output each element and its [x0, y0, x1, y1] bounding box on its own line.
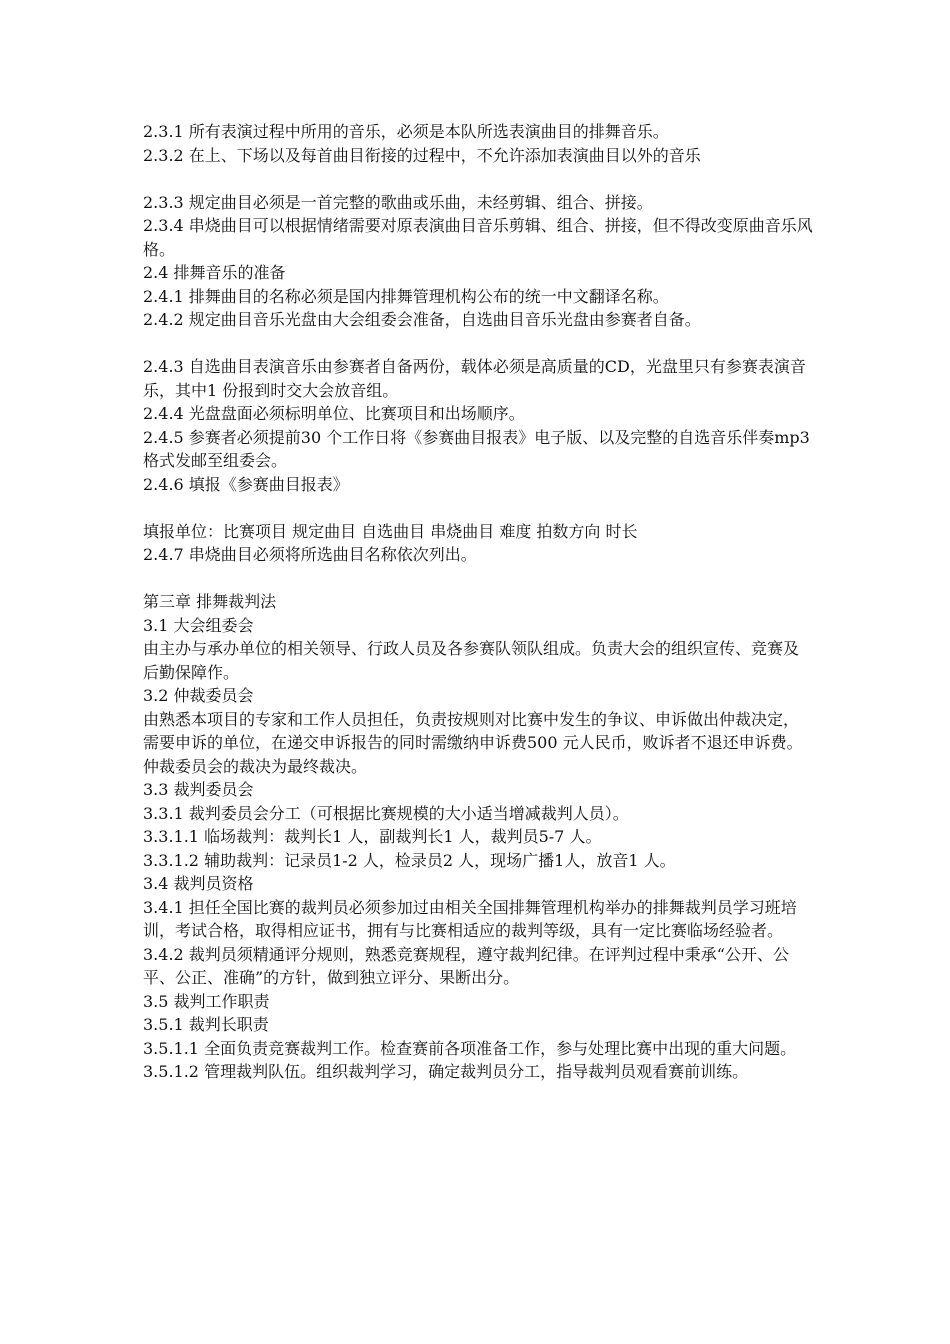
paragraph-3-5-1-1: 3.5.1.1 全面负责竞赛裁判工作。检查赛前各项准备工作，参与处理比赛中出现的重大问题。	[143, 1038, 797, 1058]
paragraph-2-4-2: 2.4.2 规定曲目音乐光盘由大会组委会准备，自选曲目音乐光盘由参赛者自备。	[143, 310, 701, 329]
paragraph-3-3-1-2: 3.3.1.2 辅助裁判：记录员1-2 人，检录员2 人，现场广播1人，放音1 人。	[143, 850, 676, 870]
blank-line	[143, 332, 813, 356]
paragraph-2-4-4: 2.4.4 光盘盘面必须标明单位、比赛项目和出场顺序。	[143, 404, 525, 423]
paragraph-2-3-4: 2.3.4 串烧曲目可以根据情绪需要对原表演曲目音乐剪辑、组合、拼接，但不得改变原曲音乐风格。	[143, 216, 813, 259]
blank-line	[143, 167, 813, 191]
heading-3-4: 3.4 裁判员资格	[143, 874, 254, 893]
heading-2-4: 2.4 排舞音乐的准备	[143, 263, 286, 282]
paragraph-3-3-1: 3.3.1 裁判委员会分工（可根据比赛规模的大小适当增减裁判人员）。	[143, 803, 629, 823]
paragraph-2-3-3: 2.3.3 规定曲目必须是一首完整的歌曲或乐曲，未经剪辑、组合、拼接。	[143, 192, 653, 212]
paragraph-2-4-7: 2.4.7 串烧曲目必须将所选曲目名称依次列出。	[143, 545, 477, 564]
paragraph-2-4-5: 2.4.5 参赛者必须提前30 个工作日将《参赛曲目报表》电子版、以及完整的自选音乐伴奏mp3 格式发邮至组委会。	[143, 427, 810, 470]
heading-3-2: 3.2 仲裁委员会	[143, 686, 254, 705]
paragraph-2-4-6: 2.4.6 填报《参赛曲目报表》	[143, 474, 349, 494]
document-body	[143, 120, 813, 1084]
paragraph-2-3-1: 2.3.1 所有表演过程中所用的音乐，必须是本队所选表演曲目的排舞音乐。	[143, 122, 669, 141]
paragraph-2-4-1: 2.4.1 排舞曲目的名称必须是国内排舞管理机构公布的统一中文翻译名称。	[143, 286, 669, 306]
heading-3-1: 3.1 大会组委会	[143, 615, 254, 635]
heading-3-5: 3.5 裁判工作职责	[143, 991, 270, 1011]
paragraph-3-4-1: 3.4.1 担任全国比赛的裁判员必须参加过由相关全国排舞管理机构举办的排舞裁判员学习班培训，考试合格，取得相应证书，拥有与比赛相适应的裁判等级，具有一定比赛临场经验者。	[143, 897, 797, 940]
form-fields-line: 填报单位：比赛项目 规定曲目 自选曲目 串烧曲目 难度 拍数方向 时长	[143, 521, 638, 541]
paragraph-3-5-1-2: 3.5.1.2 管理裁判队伍。组织裁判学习，确定裁判员分工，指导裁判员观看赛前训练。	[143, 1062, 749, 1081]
blank-line	[143, 496, 813, 520]
paragraph-2-4-3: 2.4.3 自选曲目表演音乐由参赛者自备两份，载体必须是高质量的CD，光盘里只有参赛表演音乐，其中1 份报到时交大会放音组。	[143, 357, 806, 400]
paragraph-3-3-1-1: 3.3.1.1 临场裁判：裁判长1 人，副裁判长1 人，裁判员5-7 人。	[143, 827, 602, 846]
chapter-3-title: 第三章 排舞裁判法	[143, 592, 277, 611]
paragraph-3-1-body: 由主办与承办单位的相关领导、行政人员及各参赛队领队组成。负责大会的组织宣传、竞赛及后勤保障作。	[143, 639, 800, 682]
blank-line	[143, 567, 813, 591]
paragraph-3-2-body: 由熟悉本项目的专家和工作人员担任，负责按规则对比赛中发生的争议、申诉做出仲裁决定，需要申诉的单位，在递交申诉报告的同时需缴纳申诉费500 元人民币，败诉者不退还申诉费。仲裁委员会的裁决为最终裁决。	[143, 709, 803, 776]
heading-3-3: 3.3 裁判委员会	[143, 780, 254, 799]
paragraph-2-3-2: 2.3.2 在上、下场以及每首曲目衔接的过程中，不允许添加表演曲目以外的音乐	[143, 145, 701, 165]
paragraph-3-4-2: 3.4.2 裁判员须精通评分规则，熟悉竞赛规程，遵守裁判纪律。在评判过程中秉承“公开、公平、公正、准确”的方针，做到独立评分、果断出分。	[143, 944, 789, 987]
heading-3-5-1: 3.5.1 裁判长职责	[143, 1015, 269, 1034]
